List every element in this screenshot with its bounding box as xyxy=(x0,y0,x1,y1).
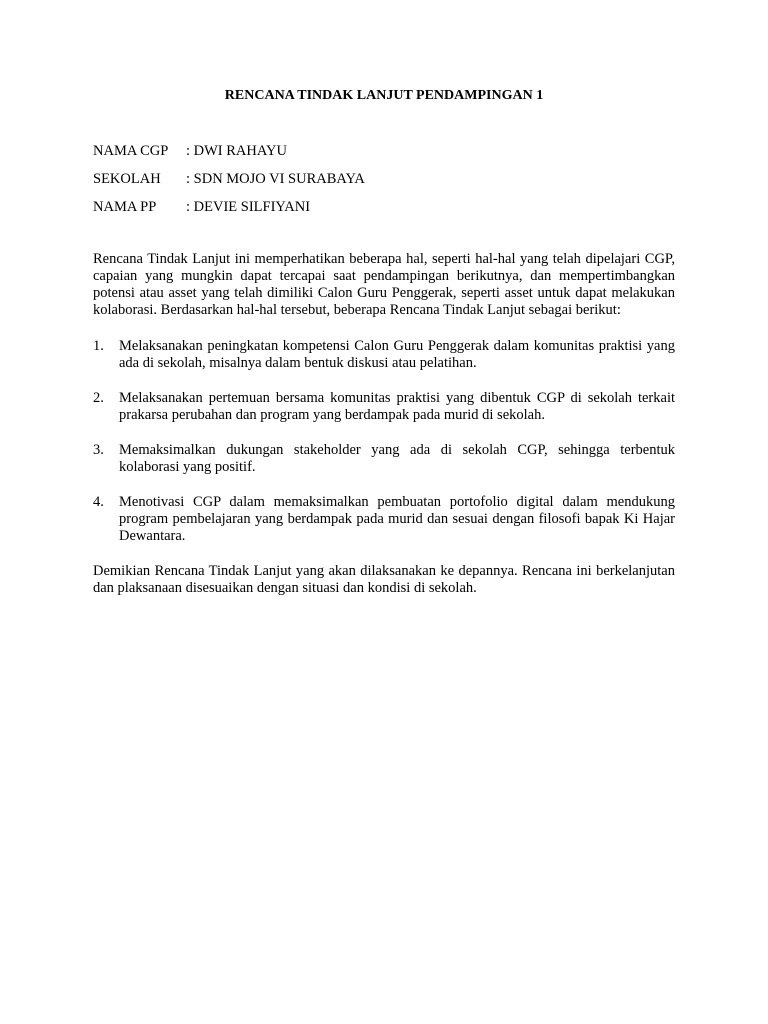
intro-paragraph: Rencana Tindak Lanjut ini memperhatikan beberapa hal, seperti hal-hal yang telah dipelajari CGP, capaian yang mungkin dapat tercapai saat pendampingan berikutnya, dan mempertimbangkan potensi atau asset yang telah dimiliki Calon Guru Penggerak, seperti asset untuk dapat melakukan kolaborasi. Berdasarkan hal-hal tersebut, beberapa Rencana Tindak Lanjut sebagai berikut: xyxy=(93,251,675,318)
list-item xyxy=(93,390,675,424)
list-number: 4. xyxy=(93,494,104,510)
document-body xyxy=(93,251,675,597)
closing-paragraph: Demikian Rencana Tindak Lanjut yang akan dilaksanakan ke depannya. Rencana ini berkelanjutan dan plaksanaan disesuaikan dengan situasi dan kondisi di sekolah. xyxy=(93,563,675,596)
info-label: NAMA CGP xyxy=(93,143,169,159)
info-value: : DWI RAHAYU xyxy=(186,143,287,159)
info-row-nama-cgp xyxy=(93,141,675,169)
list-text: Melaksanakan pertemuan bersama komunitas praktisi yang dibentuk CGP di sekolah terkait prakarsa perubahan dan program yang berdampak pada murid di sekolah. xyxy=(119,390,675,423)
info-value: : DEVIE SILFIYANI xyxy=(186,199,311,215)
list-item xyxy=(93,494,675,545)
info-value: : SDN MOJO VI SURABAYA xyxy=(186,171,365,187)
list-number: 2. xyxy=(93,390,104,406)
list-number: 3. xyxy=(93,442,104,458)
info-row-nama-pp xyxy=(93,197,675,225)
list-text: Melaksanakan peningkatan kompetensi Calon Guru Penggerak dalam komunitas praktisi yang ada di sekolah, misalnya dalam bentuk diskusi atau pelatihan. xyxy=(119,338,675,371)
info-block xyxy=(93,141,675,225)
list-number: 1. xyxy=(93,338,104,354)
list-item xyxy=(93,442,675,476)
info-label: NAMA PP xyxy=(93,199,157,215)
list-text: Menotivasi CGP dalam memaksimalkan pembuatan portofolio digital dalam mendukung program pembelajaran yang berdampak pada murid dan sesuai dengan filosofi bapak Ki Hajar Dewantara. xyxy=(119,494,675,544)
list-item xyxy=(93,338,675,372)
action-list xyxy=(93,338,675,545)
document-title: RENCANA TINDAK LANJUT PENDAMPINGAN 1 xyxy=(224,88,544,103)
list-text: Memaksimalkan dukungan stakeholder yang ada di sekolah CGP, sehingga terbentuk kolaborasi yang positif. xyxy=(119,442,675,475)
info-row-sekolah xyxy=(93,169,675,197)
info-label: SEKOLAH xyxy=(93,171,161,187)
